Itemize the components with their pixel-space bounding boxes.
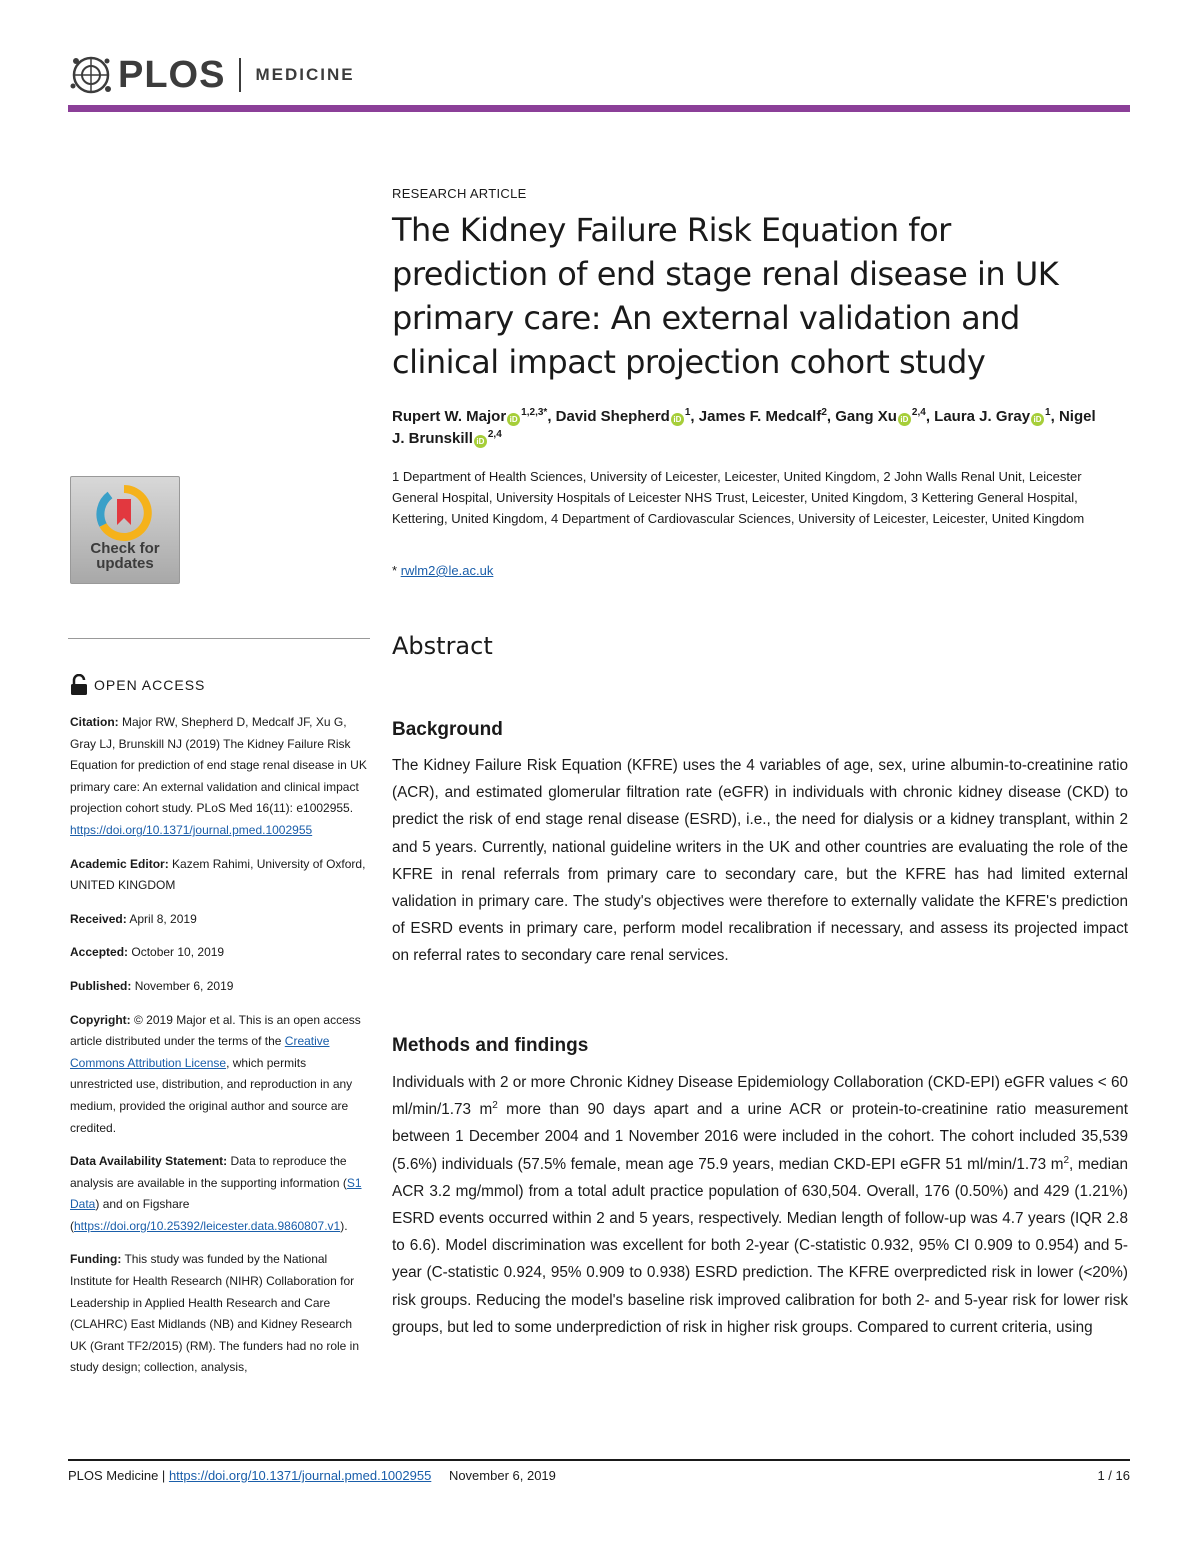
crossmark-line1: Check for: [90, 540, 160, 557]
article-metadata: [70, 712, 372, 1391]
journal-name: MEDICINE: [255, 65, 355, 84]
open-access-label: OPEN ACCESS: [94, 677, 206, 693]
background-text: The Kidney Failure Risk Equation (KFRE) uses the 4 variables of age, sex, urine albumin-to-creatinine ratio (ACR), and estimated glomerular filtration rate (eGFR) in individuals with chronic kidney disease (CKD) to predict the risk of end stage renal disease (ESRD), i.e., the need for dialysis or a kidney transplant, within 2 and 5 years. Currently, national guideline writers in the UK and other countries are evaluating the role of the KFRE in renal referrals from primary care to secondary care, but the KFRE has had limited external validation in primary care. The study's objectives were therefore to externally validate the KFRE's prediction of ESRD events in primary care, perform model recalibration if necessary, and assess its projected impact on referral rates to secondary care renal services.: [392, 757, 1128, 965]
plos-wordmark: PLOS: [118, 53, 226, 96]
methods-text-part3: , median ACR 3.2 mg/mmol) from a total adult practice population of 630,504. Overall, 176 (0.50%) and 429 (1.21%) ESRD events occurred within 2 and 5 years, respectively. Median length of follow-up was 4.7 years (IQR 2.8 to 6.6). Model discrimination was excellent for both 2-year (C-statistic 0.932, 95% CI 0.909 to 0.954) and 5-year (C-statistic 0.924, 95% 0.909 to 0.938) ESRD prediction. The KFRE overpredicted risk in lower (<20%) risk groups. Reducing the model's baseline risk improved calibration for both 2- and 5-year risk for lower risk groups, but led to some underprediction of risk in higher risk groups. Compared to current criteria, using: [392, 1155, 1128, 1336]
methods-heading: Methods and findings: [392, 1035, 589, 1056]
author-affiliation-sup: 1,2,3*: [521, 407, 548, 418]
article-title: The Kidney Failure Risk Equation for prediction of end stage renal disease in UK primary care: An external validation and clinical impact projection cohort study: [392, 211, 1059, 381]
citation: [70, 712, 372, 842]
citation-label: Citation:: [70, 715, 119, 729]
published-label: Published:: [70, 978, 132, 993]
citation-doi-link[interactable]: https://doi.org/10.1371/journal.pmed.1002955: [70, 822, 313, 837]
plos-logo[interactable]: [68, 52, 355, 98]
page-footer: [68, 1468, 1130, 1483]
data-availability-end: ).: [340, 1218, 348, 1233]
received-date: [70, 909, 372, 931]
author: [392, 408, 547, 425]
open-access-badge: [70, 674, 205, 696]
methods-text-part2: more than 90 days apart and a urine ACR or protein-to-creatinine ratio measurement between 1 December 2004 and 1 November 2016 were included in the cohort. The cohort included 35,539 (5.6%) individuals (57.5% female, mean age 75.9 years, median CKD-EPI eGFR 51 ml/min/1.73 m: [392, 1101, 1128, 1173]
methods-text: [392, 1069, 1128, 1341]
copyright-text-end: , which permits unrestricted use, distribution, and reproduction in any medium, provided the original author and source are credited.: [70, 1055, 353, 1135]
author: [934, 408, 1050, 425]
received-label: Received:: [70, 911, 127, 926]
accepted-text: October 10, 2019: [131, 945, 225, 960]
page-number: 1 / 16: [1097, 1468, 1130, 1483]
received-text: April 8, 2019: [129, 911, 197, 926]
author-name: Gang Xu: [835, 408, 897, 425]
author-name: David Shepherd: [555, 408, 670, 425]
orcid-icon[interactable]: iD: [1031, 413, 1044, 426]
journal-header: [68, 52, 1130, 112]
methods-superscript: 2: [492, 1100, 498, 1112]
author: [699, 408, 827, 425]
crossmark-line2: updates: [96, 555, 154, 572]
check-for-updates-badge[interactable]: [70, 476, 180, 584]
logo-divider: [239, 58, 241, 92]
background-heading: Background: [392, 719, 503, 740]
methods-superscript: 2: [1063, 1154, 1070, 1166]
funding-text: This study was funded by the National Institute for Health Research (NIHR) Collaboration for Leadership in Applied Health Research and Care (CLAHRC) East Midlands (NB) and Kidney Research UK (Grant TF2/2015) (RM). The funders had no role in study design; collection, analysis,: [70, 1252, 360, 1375]
author: [835, 408, 926, 425]
author-name: Rupert W. Major: [392, 408, 507, 425]
footer-divider: [68, 1459, 1130, 1461]
editor-label: Academic Editor:: [70, 856, 169, 871]
data-availability-mid: ) and on Figshare (: [70, 1197, 190, 1233]
author-name: Nigel J. Brunskill: [392, 408, 1096, 447]
methods-text-part1: Individuals with 2 or more Chronic Kidney Disease Epidemiology Collaboration (CKD-EPI) eGFR values < 60 ml/min/1.73 m: [392, 1074, 1128, 1119]
crossmark-icon: [95, 485, 153, 541]
open-lock-icon: [70, 674, 88, 696]
orcid-icon[interactable]: iD: [474, 435, 487, 448]
abstract-heading: Abstract: [392, 632, 493, 660]
sidebar-divider: [68, 638, 370, 639]
copyright-text: © 2019 Major et al. This is an open access article distributed under the terms of the: [70, 1012, 361, 1049]
author-affiliation-sup: 2,4: [487, 429, 502, 440]
academic-editor: [70, 854, 372, 897]
data-availability-label: Data Availability Statement:: [70, 1154, 228, 1169]
affiliations: 1 Department of Health Sciences, University of Leicester, Leicester, United Kingdom, 2 John Walls Renal Unit, Leicester General Hospital, University Hospitals of Leicester NHS Trust, Leicester, United Kingdom, 3 Kettering General Hospital, Kettering, United Kingdom, 4 Department of Cardiovascular Sciences, University of Leicester, Leicester, United Kingdom: [392, 469, 1085, 526]
citation-text: Major RW, Shepherd D, Medcalf JF, Xu G, Gray LJ, Brunskill NJ (2019) The Kidney Failure Risk Equation for prediction of end stage renal disease in UK primary care: An external validation and clinical impact projection cohort study. PLoS Med 16(11): e1002955.: [70, 715, 367, 816]
author-list: Rupert W. Major $iD^{1,2,3*}$, David Shepherd $iD^1$, James F. Medcalf$^2$, Gang Xu iD$^{2,4}$, Laura J. Gray $iD^1$, Nigel J. Brunskill iD$^{2,4}$: [392, 407, 1096, 447]
copyright: [70, 1010, 372, 1140]
plos-logo-icon: [68, 52, 114, 98]
figshare-link[interactable]: https://doi.org/10.25392/leicester.data.9860807.v1: [74, 1218, 341, 1233]
data-availability: [70, 1151, 372, 1237]
published-date: [70, 976, 372, 998]
funding: [70, 1249, 372, 1379]
author-name: James F. Medcalf: [698, 408, 822, 425]
orcid-icon[interactable]: iD: [507, 413, 520, 426]
copyright-label: Copyright:: [70, 1012, 131, 1027]
article-type: RESEARCH ARTICLE: [392, 186, 527, 201]
license-link[interactable]: Creative Commons Attribution License: [70, 1034, 330, 1070]
header-accent-bar: [68, 105, 1130, 112]
s1-data-link[interactable]: S1 Data: [70, 1175, 362, 1212]
author-name: Laura J. Gray: [934, 408, 1031, 425]
corresponding-email-link[interactable]: rwlm2@le.ac.uk: [400, 563, 494, 578]
footer-date: November 6, 2019: [448, 1468, 556, 1483]
published-text: November 6, 2019: [134, 978, 234, 993]
author-affiliation-sup: 2: [821, 407, 827, 418]
author: [556, 408, 691, 425]
accepted-date: [70, 942, 372, 964]
orcid-icon[interactable]: iD: [898, 413, 911, 426]
footer-doi-link[interactable]: https://doi.org/10.1371/journal.pmed.1002955: [168, 1468, 432, 1483]
author-affiliation-sup: 1: [1045, 407, 1051, 418]
orcid-icon[interactable]: iD: [671, 413, 684, 426]
editor-text: Kazem Rahimi, University of Oxford, UNITED KINGDOM: [70, 856, 366, 893]
author-affiliation-sup: 1: [684, 407, 691, 418]
data-availability-text: Data to reproduce the analysis are available in the supporting information (: [70, 1154, 347, 1190]
footer-journal: PLOS Medicine |: [68, 1468, 166, 1483]
funding-label: Funding:: [70, 1252, 122, 1267]
accepted-label: Accepted:: [70, 945, 129, 960]
corresponding-author: [392, 563, 493, 578]
author-affiliation-sup: 2,4: [911, 407, 926, 418]
corresponding-mark: *: [392, 563, 398, 578]
